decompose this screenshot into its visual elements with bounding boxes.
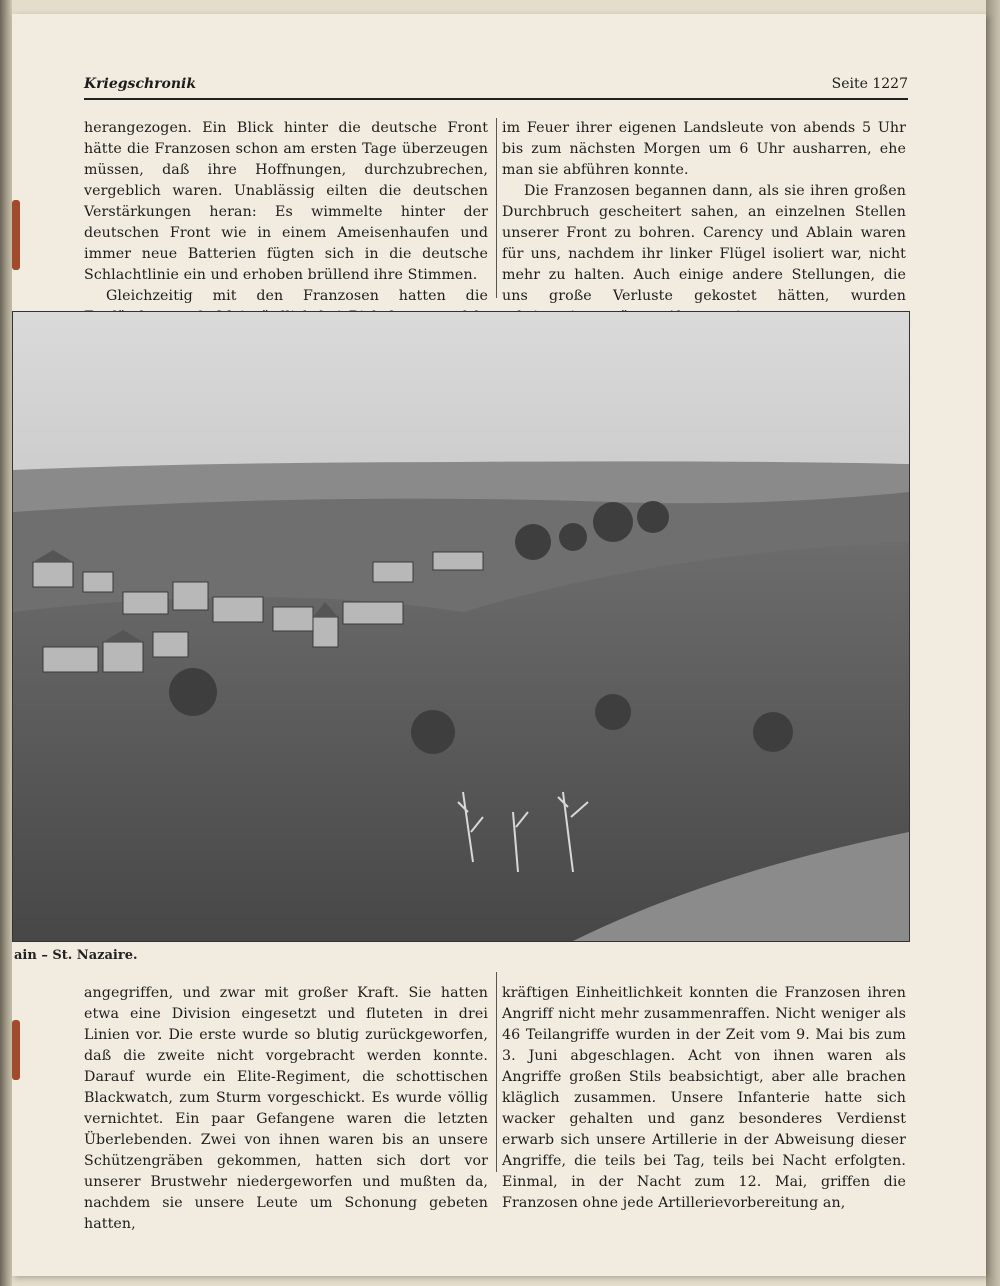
- bottom-left-column: [84, 983, 488, 1235]
- running-head: [84, 74, 908, 100]
- top-right-column: [502, 118, 906, 328]
- paragraph: herangezogen. Ein Blick hinter die deutsche Front hätte die Franzosen schon am ersten Tage überzeugen müssen, daß ihre Hoffnungen, durchzubrechen, vergeblich waren. Unablässig eilten die deutschen Verstärkungen heran: Es wimmelte hinter der deutschen Front wie in einem Ameisenhaufen und immer neue Batterien fügten sich in die deutsche Schlachtlinie ein und erhoben brüllend ihre Stimmen.: [84, 120, 488, 283]
- page-number: Seite 1227: [831, 76, 908, 92]
- binding-stain: [12, 200, 20, 270]
- paragraph: Gleichzeitig mit den Franzosen hatten die: [106, 288, 488, 304]
- landscape-photograph: [12, 311, 910, 942]
- paragraph: im Feuer ihrer eigenen Landsleute von abends 5 Uhr bis zum nächsten Morgen um 6 Uhr ausharren, ehe man sie abführen konnte.: [502, 120, 906, 178]
- book-binding: [0, 0, 12, 1286]
- paragraph: kräftigen Einheitlichkeit konnten die Franzosen ihren Angriff nicht mehr zusammenraffen. Nicht weniger als 46 Teilangriffe wurden in der Zeit vom 9. Mai bis zum 3. Juni abgeschlagen. Acht von ihnen waren als Angriffe großen Stils beabsichtigt, aber alle brachen kläglich zusammen. Unsere Infanterie hatte sich wacker gehalten und ganz besonderes Verdienst erwarb sich unsere Artillerie in der Abweisung dieser Angriffe, die teils bei Tag, teils bei Nacht erfolgten. Einmal, in der Nacht zum 12. Mai, griffen die Franzosen ohne jede Artillerievorbereitung an,: [502, 985, 906, 1211]
- binding-stain: [12, 1020, 20, 1080]
- photo-caption: ain – St. Nazaire.: [14, 948, 138, 963]
- journal-title: Kriegschronik: [84, 76, 197, 92]
- column-rule: [496, 972, 497, 1172]
- bottom-right-column: [502, 983, 906, 1214]
- paragraph: Die Franzosen begannen dann, als sie ihren großen Durchbruch gescheitert sahen, an einzelnen Stellen unserer Front zu bohren. Carency und Ablain waren für uns, nachdem ihr linker Flügel isoliert war, nicht mehr zu halten. Auch einige andere Stellungen, die uns große Verluste gekostet hätten, wurden: [502, 183, 906, 304]
- column-rule: [496, 118, 497, 298]
- page-edge-shadow: [986, 0, 1000, 1286]
- paragraph: angegriffen, und zwar mit großer Kraft. Sie hatten etwa eine Division eingesetzt und fluteten in drei Linien vor. Die erste wurde so blutig zurückgeworfen, daß die zweite nicht vorgebracht werden konnte. Darauf wurde ein Elite-Regiment, die schottischen Blackwatch, zum Sturm vorgeschickt. Es wurde völlig vernichtet. Ein paar Gefangene waren die letzten Überlebenden. Zwei von ihnen waren bis an unsere Schützengräben gekommen, hatten sich dort vor unserer Brustwehr niedergeworfen und mußten da, nachdem sie unsere Leute um Schonung gebeten hatten,: [84, 985, 488, 1232]
